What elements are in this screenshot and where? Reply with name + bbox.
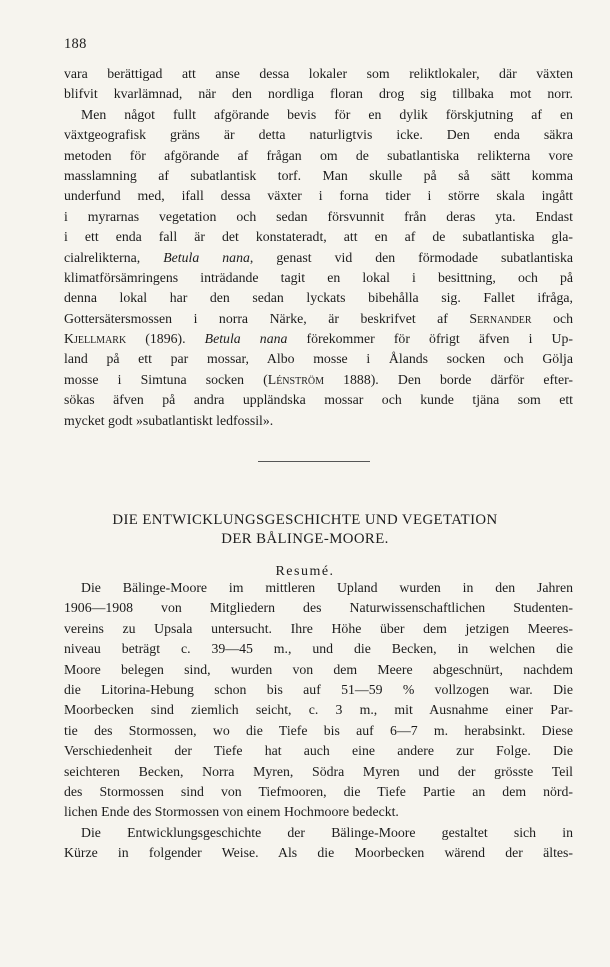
text-line: masslamning af subatlantisk torf. Man skulle på så sätt komma (64, 167, 573, 183)
section-heading-continued: DER BÅLINGE-MOORE. (221, 531, 389, 547)
text-line: 1906—1908 von Mitgliedern des Naturwissenschaftlichen Studenten- (64, 600, 573, 616)
text-line: i myrarnas vegetation och sedan försvunnit från deras yta. Endast (64, 208, 573, 224)
text-line: tie des Stormossen, wo die Tiefe bis auf 6—7 m. herabsinkt. Diese (64, 722, 573, 738)
german-summary (64, 578, 573, 863)
text-line: Gottersätersmossen i norra Närke, är beskrifvet af Sernander och (64, 310, 573, 326)
author-name: Lénström (267, 371, 324, 387)
species-name: Betula nana (204, 331, 288, 347)
author-name: Kjellmark (64, 331, 127, 347)
text-line: metoden för afgörande af frågan om de subatlantiska relikterna vore (64, 147, 573, 163)
text-line: blifvit kvarlämnad, när den nordliga floran drog sig tillbaka mot norr. (64, 86, 573, 102)
text-line: Moorbecken sind ziemlich seicht, c. 3 m., mit Ausnahme einer Par- (64, 702, 573, 718)
text-line: land på ett par mossar, Albo mosse i Ålands socken och Gölja (64, 351, 573, 367)
text-line: i ett enda fall är det konstateradt, att en af de subatlantiska gla- (64, 229, 573, 245)
page-number: 188 (64, 36, 87, 52)
text-line: växtgeografisk gräns är detta naturligtvis icke. Den enda säkra (64, 127, 573, 143)
swedish-paragraph (64, 64, 573, 431)
text-line: vara berättigad att anse dessa lokaler som reliktlokaler, där växten (64, 66, 573, 81)
author-name: Sernander (469, 310, 532, 326)
text-line: des Stormossen sind von Tiefmooren, die Tiefe Partie an dem nörd- (64, 783, 573, 799)
text-line: klimatförsämringens inträdande tagit en lokal i besittning, och på (64, 269, 573, 285)
text-line: seichteren Becken, Norra Myren, Södra Myren und der grösste Teil (64, 763, 573, 779)
text-line: niveau beträgt c. 39—45 m., und die Becken, in welchen die (64, 641, 573, 657)
text-line: die Litorina-Hebung schon bis auf 51—59 % vollzogen war. Die (64, 681, 573, 697)
section-divider (258, 461, 370, 462)
section-heading: DIE ENTWICKLUNGSGESCHICHTE UND VEGETATION (112, 512, 498, 528)
species-name: Betula nana (163, 249, 250, 265)
text-line: sökas äfven på andra uppländska mossar och kunde tjäna som ett (64, 392, 573, 408)
text-line: Verschiedenheit der Tiefe hat auch eine andere zur Folge. Die (64, 743, 573, 759)
text-line: Die Entwicklungsgeschichte der Bälinge-Moore gestaltet sich in (81, 824, 573, 840)
text-line: denna lokal har den sedan lyckats bibehålla sig. Fallet ifråga, (64, 290, 573, 306)
text-line: mycket godt »subatlantiskt ledfossil». (64, 412, 274, 428)
text-line: Die Bälinge-Moore im mittleren Upland wurden in den Jahren (81, 580, 573, 595)
text-line: Moore belegen sind, wurden von dem Meere abgeschnürt, nachdem (64, 661, 573, 677)
text-line: vereins zu Upsala untersucht. Ihre Höhe über dem jetzigen Meeres- (64, 620, 573, 636)
text-line: underfund med, ifall dessa växter i forna tider i större skala ingått (64, 188, 573, 204)
text-line: mosse i Simtuna socken (Lénström 1888). Den borde därför efter- (64, 371, 573, 387)
text-line: Kjellmark (1896). Betula nana förekommer för öfrigt äfven i Up- (64, 331, 573, 347)
text-line: cialrelikterna, Betula nana, genast vid den förmodade subatlantiska (64, 249, 573, 265)
resume-title: Resumé. (275, 564, 335, 579)
text-line: Kürze in folgender Weise. Als die Moorbecken wärend der ältes- (64, 845, 573, 861)
text-line: lichen Ende des Stormossen von einem Hochmoore bedeckt. (64, 804, 399, 820)
text-line: Men något fullt afgörande bevis för en dylik förskjutning af en (81, 106, 573, 122)
